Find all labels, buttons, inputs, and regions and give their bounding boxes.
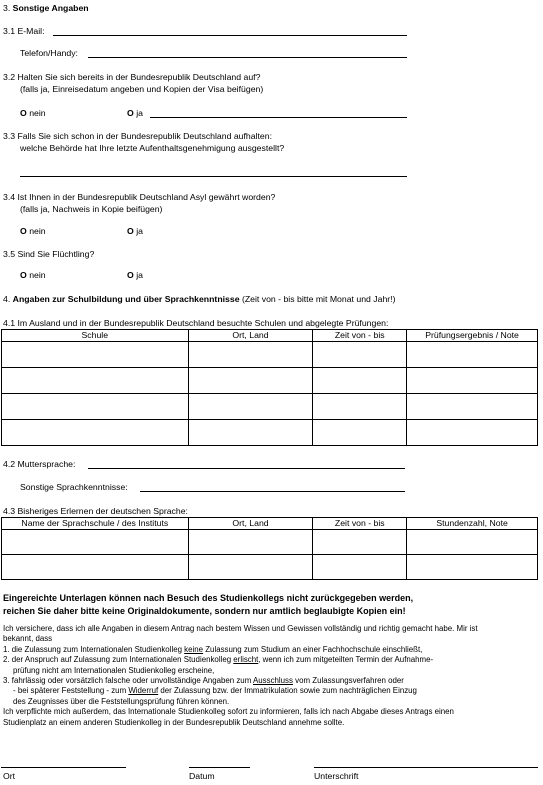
q-3-4-option-yes[interactable]: O ja (127, 226, 143, 236)
declaration-closing-cont: Studienplatz an einem anderen Studienkolleg in der Bundesrepublik Deutschland annehme sollte. (3, 717, 345, 727)
table-german (1, 517, 538, 580)
table-row (2, 530, 538, 555)
date-label: Datum (189, 771, 215, 781)
table-cell[interactable] (2, 555, 189, 580)
table-cell[interactable] (2, 530, 189, 555)
declaration-item-3: 3. fahrlässig oder vorsätzlich falsche oder unvollständige Angaben zum Ausschluss vom Zulassungsverfahren oder (3, 676, 404, 686)
signature-field[interactable] (314, 767, 538, 768)
table-cell[interactable] (313, 394, 407, 420)
table-cell[interactable] (2, 368, 189, 394)
authority-field[interactable] (20, 176, 407, 177)
table-cell[interactable] (2, 420, 189, 446)
table-schools-caption: 4.1 Im Ausland und in der Bundesrepublik Deutschland besuchte Schulen und abgelegte Prüfungen: (3, 318, 389, 328)
q-3-4-text: 3.4 Ist Ihnen in der Bundesrepublik Deutschland Asyl gewährt worden? (3, 192, 276, 202)
q-3-5-text: 3.5 Sind Sie Flüchtling? (3, 249, 95, 259)
other-languages-label: Sonstige Sprachkenntnisse: (20, 482, 128, 492)
table-cell[interactable] (313, 368, 407, 394)
col-header-hours: Stundenzahl, Note (407, 518, 538, 530)
q-3-2-text: 3.2 Halten Sie sich bereits in der Bundesrepublik Deutschland auf? (3, 72, 261, 82)
section-3-heading: 3. Sonstige Angaben (3, 3, 89, 13)
other-languages-field[interactable] (140, 491, 405, 492)
table-cell[interactable] (188, 394, 313, 420)
phone-label: Telefon/Handy: (20, 48, 78, 58)
table-cell[interactable] (188, 342, 313, 368)
declaration-item-3-cont-2: des Zeugnisses über die Feststellungsprüfung führen können. (13, 696, 230, 706)
q-3-4-option-no[interactable]: O nein (20, 226, 46, 236)
phone-field[interactable] (88, 57, 407, 58)
declaration-item-2-cont: prüfung nicht am Internationalen Studienkolleg erscheine, (13, 665, 215, 675)
notice-line-1: Eingereichte Unterlagen können nach Besuch des Studienkollegs nicht zurückgegeben werden, (3, 593, 414, 603)
table-cell[interactable] (2, 342, 189, 368)
table-cell[interactable] (313, 555, 407, 580)
signature-label: Unterschrift (314, 771, 359, 781)
declaration-intro: Ich versichere, dass ich alle Angaben in diesem Antrag nach bestem Wissen und Gewissen vollständig und richtig gemacht habe. Mir ist (3, 624, 478, 633)
table-row (2, 342, 538, 368)
q-3-2-hint: (falls ja, Einreisedatum angeben und Kopien der Visa beifügen) (20, 84, 264, 94)
col-header-period: Zeit von - bis (313, 518, 407, 530)
col-header-institute: Name der Sprachschule / des Instituts (2, 518, 189, 530)
mother-tongue-label: 4.2 Muttersprache: (3, 459, 76, 469)
q-3-3-text: 3.3 Falls Sie sich schon in der Bundesrepublik Deutschland aufhalten: (3, 131, 272, 141)
table-cell[interactable] (188, 420, 313, 446)
q-3-2-option-yes[interactable]: O ja (127, 108, 143, 118)
col-header-period: Zeit von - bis (313, 330, 407, 342)
table-row (2, 420, 538, 446)
col-header-school: Schule (2, 330, 189, 342)
place-label: Ort (3, 771, 16, 781)
table-cell[interactable] (407, 368, 538, 394)
col-header-result: Prüfungsergebnis / Note (407, 330, 538, 342)
place-field[interactable] (1, 767, 126, 768)
table-german-caption: 4.3 Bisheriges Erlernen der deutschen Sprache: (3, 506, 188, 516)
table-cell[interactable] (2, 394, 189, 420)
table-cell[interactable] (188, 368, 313, 394)
table-row (2, 555, 538, 580)
q-3-2-option-no[interactable]: O nein (20, 108, 46, 118)
entry-date-field[interactable] (150, 117, 407, 118)
table-schools (1, 329, 538, 446)
section-4-heading: 4. Angaben zur Schulbildung und über Sprachkenntnisse (Zeit von - bis bitte mit Monat und Jahr!) (3, 294, 396, 304)
col-header-place: Ort, Land (188, 330, 313, 342)
table-cell[interactable] (407, 555, 538, 580)
table-cell[interactable] (407, 394, 538, 420)
q-3-4-hint: (falls ja, Nachweis in Kopie beifügen) (20, 204, 163, 214)
q-3-5-option-no[interactable]: O nein (20, 270, 46, 280)
table-cell[interactable] (188, 555, 313, 580)
declaration-item-2: 2. der Anspruch auf Zulassung zum Internationalen Studienkolleg erlischt, wenn ich zum mitgeteilten Termin der Aufnahme- (3, 655, 434, 665)
q-3-3-hint: welche Behörde hat Ihre letzte Aufenthaltsgenehmigung ausgestellt? (20, 143, 285, 153)
col-header-place: Ort, Land (188, 518, 313, 530)
declaration-closing: Ich verpflichte mich außerdem, das Internationale Studienkolleg sofort zu informieren, falls ich nach Abgabe dieses Antrags einen (3, 707, 454, 717)
declaration-item-1: 1. die Zulassung zum Internationalen Studienkolleg keine Zulassung zum Studium an einer Fachhochschule einschließt, (3, 644, 423, 654)
table-header-row (2, 330, 538, 342)
declaration-intro-cont: bekannt, dass (3, 634, 53, 644)
table-row (2, 394, 538, 420)
mother-tongue-field[interactable] (88, 468, 405, 469)
table-cell[interactable] (313, 342, 407, 368)
table-cell[interactable] (407, 420, 538, 446)
table-cell[interactable] (188, 530, 313, 555)
declaration-item-3-cont: - bei späterer Feststellung - zum Widerruf der Zulassung bzw. der Immatrikulation sowie zum nachträglichen Einzug (13, 686, 417, 696)
q-3-5-option-yes[interactable]: O ja (127, 270, 143, 280)
table-cell[interactable] (407, 530, 538, 555)
table-cell[interactable] (313, 530, 407, 555)
table-header-row (2, 518, 538, 530)
table-cell[interactable] (313, 420, 407, 446)
date-field[interactable] (189, 767, 250, 768)
email-field[interactable] (53, 35, 407, 36)
table-cell[interactable] (407, 342, 538, 368)
email-label: 3.1 E-Mail: (3, 26, 45, 36)
table-row (2, 368, 538, 394)
declaration (3, 624, 535, 728)
notice-line-2: reichen Sie daher bitte keine Originaldokumente, sondern nur amtlich beglaubigte Kopien ein! (3, 606, 406, 616)
